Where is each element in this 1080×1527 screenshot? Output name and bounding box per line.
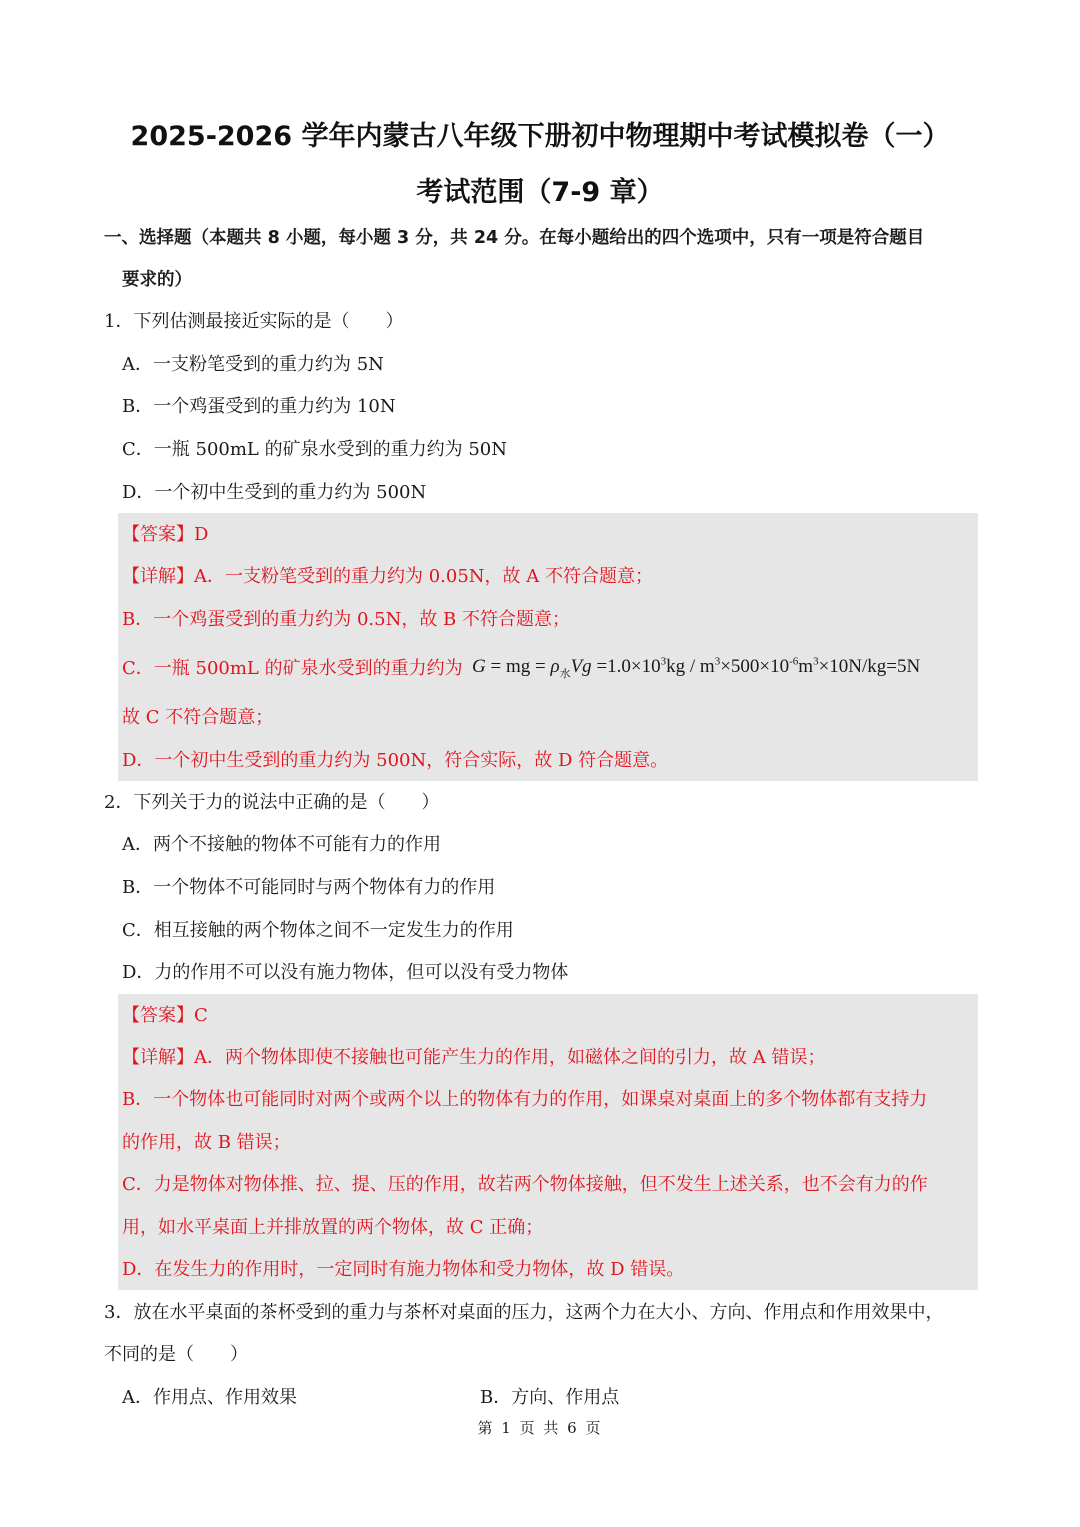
question-2-stem: 2．下列关于力的说法中正确的是（ ）	[104, 792, 440, 813]
q1-detail-d: D．一个初中生受到的重力约为 500N，符合实际，故 D 符合题意。	[122, 750, 669, 771]
q2-detail-c-cont: 用，如水平桌面上并排放置的两个物体，故 C 正确；	[122, 1217, 544, 1238]
q1-answer-box	[118, 513, 978, 781]
q1-option-b: B．一个鸡蛋受到的重力约为 10N	[122, 396, 396, 417]
q2-detail-d: D．在发生力的作用时，一定同时有施力物体和受力物体，故 D 错误。	[122, 1259, 685, 1280]
section-heading: 一、选择题（本题共 8 小题，每小题 3 分，共 24 分。在每小题给出的四个选项中，只有一项是符合题目	[104, 228, 925, 248]
exam-title: 2025-2026 学年内蒙古八年级下册初中物理期中考试模拟卷（一）	[130, 121, 950, 152]
q2-option-b: B．一个物体不可能同时与两个物体有力的作用	[122, 877, 496, 898]
q2-option-c: C．相互接触的两个物体之间不一定发生力的作用	[122, 920, 514, 941]
q2-detail-a: 【详解】A．两个物体即使不接触也可能产生力的作用，如磁体之间的引力，故 A 错误；	[122, 1047, 826, 1068]
q1-formula: G = mg = $\rho_水Vg =1.0\times 10^3kg / m^3\times 500\times 10^{-6}m^3\times 10N/kg=5N$	[472, 655, 921, 680]
q2-detail-b-cont: 的作用，故 B 错误；	[122, 1132, 291, 1153]
q1-answer: 【答案】D	[122, 524, 209, 545]
q2-detail-b: B．一个物体也可能同时对两个或两个以上的物体有力的作用，如课桌对桌面上的多个物体都有支持力	[122, 1089, 928, 1110]
question-1-stem: 1．下列估测最接近实际的是（ ）	[104, 311, 404, 332]
section-heading-cont: 要求的）	[122, 270, 192, 290]
q1-option-c: C．一瓶 500mL 的矿泉水受到的重力约为 50N	[122, 439, 507, 460]
q1-detail-c: C．一瓶 500mL 的矿泉水受到的重力约为	[122, 658, 463, 679]
q1-detail-b: B．一个鸡蛋受到的重力约为 0.5N，故 B 不符合题意；	[122, 609, 570, 630]
q2-detail-c: C．力是物体对物体推、拉、提、压的作用，故若两个物体接触，但不发生上述关系，也不会有力的作	[122, 1174, 928, 1195]
q3-option-a: A．作用点、作用效果	[122, 1387, 297, 1408]
q1-detail-c-cont: 故 C 不符合题意；	[122, 707, 274, 728]
q3-option-b: B．方向、作用点	[480, 1387, 620, 1408]
question-3-stem-cont: 不同的是（ ）	[104, 1344, 248, 1365]
q2-option-a: A．两个不接触的物体不可能有力的作用	[122, 834, 441, 855]
question-3-stem: 3．放在水平桌面的茶杯受到的重力与茶杯对桌面的压力，这两个力在大小、方向、作用点和作用效果中，	[104, 1302, 944, 1323]
q1-option-a: A．一支粉笔受到的重力约为 5N	[122, 354, 384, 375]
page-number: 第 1 页 共 6 页	[477, 1419, 603, 1437]
q2-answer: 【答案】C	[122, 1005, 208, 1026]
exam-scope-subtitle: 考试范围（7-9 章）	[416, 177, 664, 208]
q2-option-d: D．力的作用不可以没有施力物体，但可以没有受力物体	[122, 962, 569, 983]
q1-option-d: D．一个初中生受到的重力约为 500N	[122, 482, 427, 503]
q1-detail-a: 【详解】A．一支粉笔受到的重力约为 0.05N，故 A 不符合题意；	[122, 566, 653, 587]
